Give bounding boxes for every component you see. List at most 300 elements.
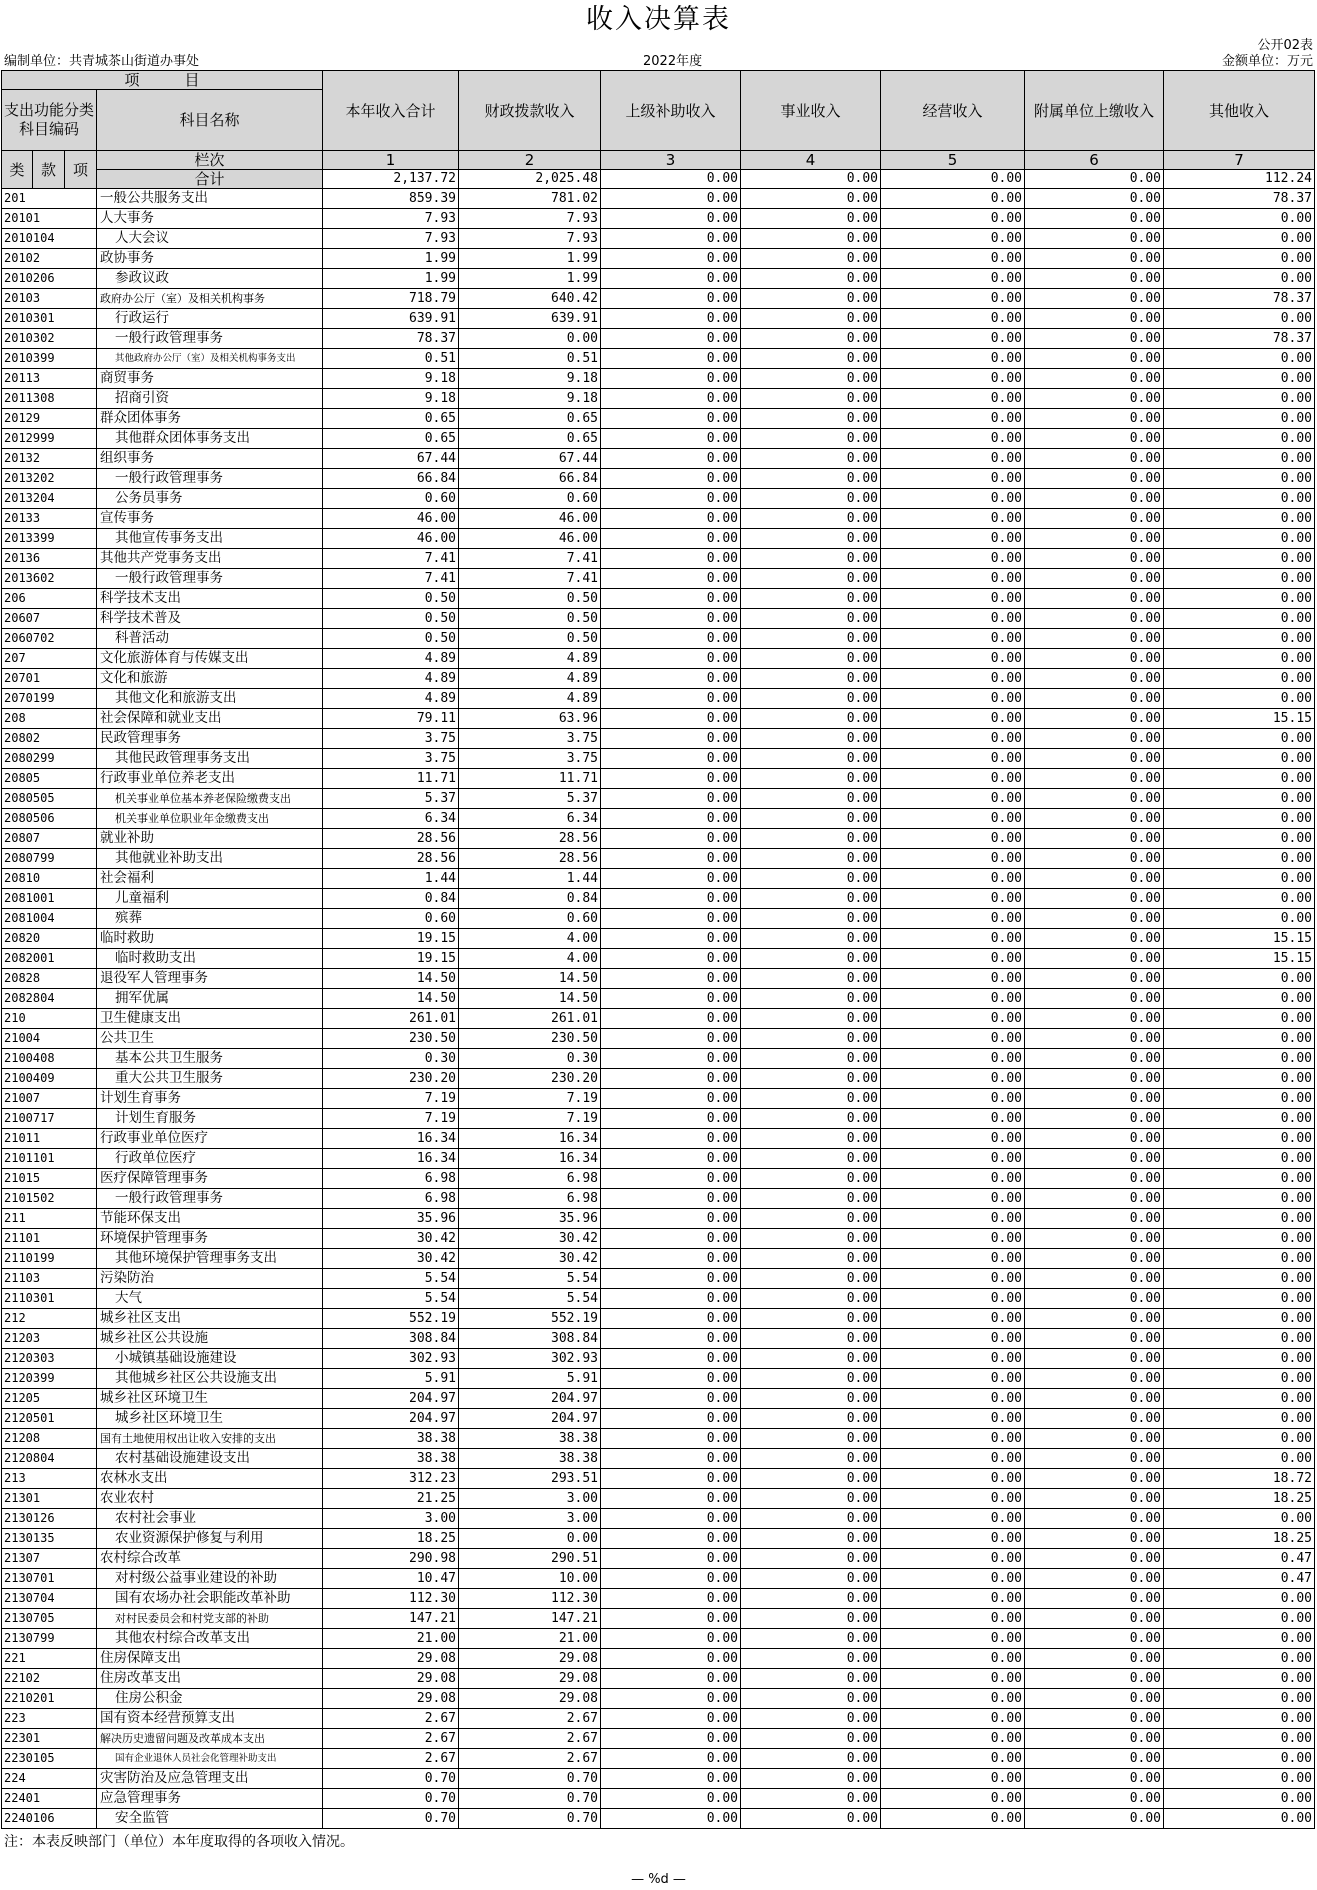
col-number: 6 (1025, 151, 1164, 170)
amount-cell: 66.84 (323, 469, 459, 489)
amount-cell: 0.00 (741, 1409, 881, 1429)
amount-cell: 0.00 (601, 1789, 741, 1809)
amount-cell: 0.00 (601, 1469, 741, 1489)
amount-unit: 金额单位：万元 (1221, 54, 1313, 69)
amount-cell: 66.84 (459, 469, 601, 489)
col-header: 财政拨款收入 (459, 71, 601, 151)
amount-cell: 0.00 (741, 609, 881, 629)
amount-cell: 21.00 (459, 1629, 601, 1649)
subject-name: 科学技术支出 (97, 589, 323, 609)
amount-cell: 0.00 (881, 1709, 1025, 1729)
amount-cell: 0.00 (1025, 1189, 1164, 1209)
col-number: 3 (601, 151, 741, 170)
amount-cell: 14.50 (323, 989, 459, 1009)
amount-cell: 30.42 (323, 1229, 459, 1249)
amount-cell: 0.00 (881, 929, 1025, 949)
subject-code: 2130135 (2, 1529, 97, 1549)
amount-cell: 0.00 (1025, 1249, 1164, 1269)
amount-cell: 0.00 (1164, 869, 1315, 889)
subject-name: 其他政府办公厅（室）及相关机构事务支出 (97, 349, 323, 369)
table-row (2, 1069, 1315, 1089)
subject-code: 22301 (2, 1729, 97, 1749)
amount-cell: 0.00 (601, 1629, 741, 1649)
table-row (2, 1709, 1315, 1729)
amount-cell: 38.38 (459, 1449, 601, 1469)
amount-cell: 0.65 (459, 429, 601, 449)
amount-cell: 204.97 (459, 1389, 601, 1409)
amount-cell: 0.00 (741, 1089, 881, 1109)
header-kuan: 款 (33, 151, 65, 189)
subject-code: 20828 (2, 969, 97, 989)
table-row (2, 1429, 1315, 1449)
table-row (2, 529, 1315, 549)
amount-cell: 0.00 (741, 269, 881, 289)
amount-cell: 0.00 (1164, 609, 1315, 629)
amount-cell: 261.01 (323, 1009, 459, 1029)
amount-cell: 0.00 (1025, 1669, 1164, 1689)
subject-code: 2100408 (2, 1049, 97, 1069)
subject-code: 2070199 (2, 689, 97, 709)
amount-cell: 0.00 (1164, 1209, 1315, 1229)
amount-cell: 7.19 (459, 1109, 601, 1129)
subject-name: 农业农村 (97, 1489, 323, 1509)
amount-cell: 0.00 (601, 1349, 741, 1369)
amount-cell: 0.00 (1164, 909, 1315, 929)
amount-cell: 0.00 (1164, 969, 1315, 989)
amount-cell: 0.00 (741, 1689, 881, 1709)
amount-cell: 0.00 (1164, 1309, 1315, 1329)
amount-cell: 0.00 (1025, 269, 1164, 289)
amount-cell: 0.00 (1025, 629, 1164, 649)
subject-name: 对村级公益事业建设的补助 (97, 1569, 323, 1589)
amount-cell: 0.00 (741, 1489, 881, 1509)
compiling-unit: 编制单位：共青城茶山街道办事处 (4, 54, 200, 69)
amount-cell: 0.00 (881, 1649, 1025, 1669)
amount-cell: 0.00 (741, 1769, 881, 1789)
amount-cell: 0.00 (1025, 549, 1164, 569)
amount-cell: 0.60 (323, 489, 459, 509)
table-row (2, 1469, 1315, 1489)
subject-name: 住房公积金 (97, 1689, 323, 1709)
col-header: 事业收入 (741, 71, 881, 151)
subject-name: 医疗保障管理事务 (97, 1169, 323, 1189)
subject-name: 一般行政管理事务 (97, 469, 323, 489)
table-row (2, 309, 1315, 329)
amount-cell: 6.98 (459, 1189, 601, 1209)
header-item: 项 目 (2, 71, 323, 90)
amount-cell: 0.00 (601, 569, 741, 589)
col-number: 5 (881, 151, 1025, 170)
amount-cell: 0.00 (881, 1289, 1025, 1309)
amount-cell: 0.00 (601, 849, 741, 869)
amount-cell: 0.00 (1025, 529, 1164, 549)
amount-cell: 0.00 (1025, 1229, 1164, 1249)
subject-code: 206 (2, 589, 97, 609)
amount-cell: 0.00 (1025, 1209, 1164, 1229)
amount-cell: 0.00 (1164, 769, 1315, 789)
amount-cell: 16.34 (459, 1149, 601, 1169)
amount-cell: 0.00 (601, 609, 741, 629)
amount-cell: 0.00 (1164, 789, 1315, 809)
amount-cell: 0.00 (1025, 1389, 1164, 1409)
subject-code: 22401 (2, 1789, 97, 1809)
table-row (2, 1049, 1315, 1069)
subject-code: 2010301 (2, 309, 97, 329)
table-row (2, 1209, 1315, 1229)
amount-cell: 7.93 (459, 229, 601, 249)
amount-cell: 5.37 (323, 789, 459, 809)
amount-cell: 3.75 (323, 729, 459, 749)
amount-cell: 0.00 (601, 949, 741, 969)
amount-cell: 2.67 (323, 1729, 459, 1749)
amount-cell: 0.00 (881, 1049, 1025, 1069)
table-row (2, 1409, 1315, 1429)
subject-name: 住房改革支出 (97, 1669, 323, 1689)
subject-code: 2080506 (2, 809, 97, 829)
amount-cell: 0.00 (1164, 1689, 1315, 1709)
amount-cell: 0.00 (881, 1429, 1025, 1449)
amount-cell: 0.00 (881, 629, 1025, 649)
table-row (2, 209, 1315, 229)
amount-cell: 0.00 (741, 289, 881, 309)
table-row (2, 1149, 1315, 1169)
amount-cell: 5.91 (459, 1369, 601, 1389)
subject-code: 20102 (2, 249, 97, 269)
subject-name: 计划生育事务 (97, 1089, 323, 1109)
table-row (2, 1569, 1315, 1589)
table-row (2, 1029, 1315, 1049)
table-row (2, 1489, 1315, 1509)
amount-cell: 0.00 (881, 1349, 1025, 1369)
amount-cell: 21.00 (323, 1629, 459, 1649)
amount-cell: 0.00 (1025, 489, 1164, 509)
subject-code: 208 (2, 709, 97, 729)
total-value: 0.00 (1025, 170, 1164, 189)
subject-code: 21203 (2, 1329, 97, 1349)
amount-cell: 0.00 (881, 249, 1025, 269)
page-marker: — %d — (631, 1872, 686, 1887)
table-row (2, 829, 1315, 849)
amount-cell: 0.00 (1164, 1349, 1315, 1369)
amount-cell: 0.00 (1164, 369, 1315, 389)
amount-cell: 0.00 (741, 669, 881, 689)
subject-code: 2110199 (2, 1249, 97, 1269)
subject-name: 国有农场办社会职能改革补助 (97, 1589, 323, 1609)
amount-cell: 0.00 (459, 1529, 601, 1549)
amount-cell: 640.42 (459, 289, 601, 309)
amount-cell: 0.00 (741, 869, 881, 889)
table-row (2, 1309, 1315, 1329)
subject-name: 对村民委员会和村党支部的补助 (97, 1609, 323, 1629)
amount-cell: 0.00 (1164, 1009, 1315, 1029)
subject-code: 21101 (2, 1229, 97, 1249)
amount-cell: 0.00 (601, 389, 741, 409)
subject-code: 211 (2, 1209, 97, 1229)
amount-cell: 0.50 (459, 629, 601, 649)
amount-cell: 0.00 (601, 1769, 741, 1789)
amount-cell: 0.00 (1025, 789, 1164, 809)
col-number: 2 (459, 151, 601, 170)
amount-cell: 0.00 (1164, 429, 1315, 449)
amount-cell: 0.00 (881, 469, 1025, 489)
subject-code: 2100409 (2, 1069, 97, 1089)
amount-cell: 0.00 (741, 1129, 881, 1149)
amount-cell: 0.00 (601, 1329, 741, 1349)
subject-code: 210 (2, 1009, 97, 1029)
subject-code: 2013202 (2, 469, 97, 489)
amount-cell: 0.00 (881, 1589, 1025, 1609)
amount-cell: 0.00 (1025, 889, 1164, 909)
amount-cell: 0.00 (601, 529, 741, 549)
col-header: 其他收入 (1164, 71, 1315, 151)
subject-name: 国有土地使用权出让收入安排的支出 (97, 1429, 323, 1449)
amount-cell: 0.00 (741, 749, 881, 769)
amount-cell: 0.00 (881, 1249, 1025, 1269)
subject-code: 223 (2, 1709, 97, 1729)
header-subject-name: 科目名称 (97, 90, 323, 151)
amount-cell: 0.00 (1164, 809, 1315, 829)
amount-cell: 28.56 (323, 849, 459, 869)
amount-cell: 0.00 (741, 849, 881, 869)
subject-code: 221 (2, 1649, 97, 1669)
amount-cell: 38.38 (323, 1429, 459, 1449)
col-header: 附属单位上缴收入 (1025, 71, 1164, 151)
amount-cell: 28.56 (459, 829, 601, 849)
amount-cell: 0.00 (601, 909, 741, 929)
amount-cell: 308.84 (323, 1329, 459, 1349)
subject-name: 社会保障和就业支出 (97, 709, 323, 729)
amount-cell: 0.00 (601, 989, 741, 1009)
amount-cell: 0.00 (601, 329, 741, 349)
amount-cell: 0.50 (323, 609, 459, 629)
table-row (2, 1549, 1315, 1569)
amount-cell: 15.15 (1164, 709, 1315, 729)
subject-code: 21011 (2, 1129, 97, 1149)
amount-cell: 0.00 (881, 489, 1025, 509)
subject-name: 行政单位医疗 (97, 1149, 323, 1169)
amount-cell: 0.00 (601, 1809, 741, 1829)
subject-name: 招商引资 (97, 389, 323, 409)
amount-cell: 0.00 (1025, 1449, 1164, 1469)
amount-cell: 0.00 (741, 1149, 881, 1169)
table-row (2, 1669, 1315, 1689)
amount-cell: 0.00 (1164, 1769, 1315, 1789)
table-row (2, 1769, 1315, 1789)
amount-cell: 5.91 (323, 1369, 459, 1389)
amount-cell: 0.00 (881, 1509, 1025, 1529)
amount-cell: 0.47 (1164, 1549, 1315, 1569)
header-lei: 类 (2, 151, 33, 189)
amount-cell: 0.00 (881, 1029, 1025, 1049)
amount-cell: 0.00 (1025, 1549, 1164, 1569)
amount-cell: 0.00 (741, 709, 881, 729)
amount-cell: 0.00 (881, 1569, 1025, 1589)
amount-cell: 0.00 (881, 1749, 1025, 1769)
amount-cell: 2.67 (323, 1709, 459, 1729)
amount-cell: 46.00 (459, 529, 601, 549)
amount-cell: 0.00 (741, 509, 881, 529)
amount-cell: 0.00 (601, 1369, 741, 1389)
table-row (2, 409, 1315, 429)
table-row (2, 1689, 1315, 1709)
subject-name: 农村基础设施建设支出 (97, 1449, 323, 1469)
amount-cell: 29.08 (459, 1649, 601, 1669)
amount-cell: 38.38 (459, 1429, 601, 1449)
amount-cell: 0.00 (881, 389, 1025, 409)
amount-cell: 0.00 (1025, 1409, 1164, 1429)
amount-cell: 0.00 (1025, 989, 1164, 1009)
amount-cell: 0.00 (1025, 369, 1164, 389)
table-row (2, 1349, 1315, 1369)
amount-cell: 0.00 (1164, 689, 1315, 709)
amount-cell: 0.00 (601, 189, 741, 209)
amount-cell: 0.00 (1025, 1709, 1164, 1729)
amount-cell: 46.00 (323, 509, 459, 529)
amount-cell: 0.00 (741, 1169, 881, 1189)
amount-cell: 0.00 (741, 809, 881, 829)
amount-cell: 0.00 (601, 1049, 741, 1069)
amount-cell: 0.00 (601, 1169, 741, 1189)
amount-cell: 6.98 (459, 1169, 601, 1189)
subject-code: 2080299 (2, 749, 97, 769)
amount-cell: 552.19 (323, 1309, 459, 1329)
amount-cell: 0.00 (1025, 669, 1164, 689)
subject-code: 20607 (2, 609, 97, 629)
amount-cell: 78.37 (1164, 189, 1315, 209)
amount-cell: 0.00 (601, 309, 741, 329)
amount-cell: 0.00 (601, 369, 741, 389)
amount-cell: 0.00 (1025, 729, 1164, 749)
amount-cell: 0.84 (323, 889, 459, 909)
amount-cell: 7.41 (459, 569, 601, 589)
amount-cell: 0.00 (601, 1229, 741, 1249)
amount-cell: 0.00 (1164, 1729, 1315, 1749)
table-row (2, 469, 1315, 489)
amount-cell: 0.00 (741, 789, 881, 809)
amount-cell: 46.00 (459, 509, 601, 529)
table-row (2, 689, 1315, 709)
amount-cell: 19.15 (323, 929, 459, 949)
amount-cell: 0.00 (1164, 1089, 1315, 1109)
amount-cell: 0.00 (881, 589, 1025, 609)
amount-cell: 0.00 (1025, 749, 1164, 769)
table-row (2, 1289, 1315, 1309)
table-row (2, 1329, 1315, 1349)
amount-cell: 6.34 (459, 809, 601, 829)
amount-cell: 0.00 (601, 1589, 741, 1609)
amount-cell: 0.00 (741, 1369, 881, 1389)
amount-cell: 0.00 (741, 389, 881, 409)
amount-cell: 0.70 (323, 1789, 459, 1809)
amount-cell: 0.00 (601, 469, 741, 489)
subject-name: 机关事业单位职业年金缴费支出 (97, 809, 323, 829)
amount-cell: 0.00 (1025, 969, 1164, 989)
subject-code: 20113 (2, 369, 97, 389)
table-row (2, 1169, 1315, 1189)
amount-cell: 1.99 (323, 269, 459, 289)
amount-cell: 0.00 (881, 1409, 1025, 1429)
subject-name: 灾害防治及应急管理支出 (97, 1769, 323, 1789)
amount-cell: 0.00 (1025, 469, 1164, 489)
amount-cell: 0.00 (881, 969, 1025, 989)
table-row (2, 269, 1315, 289)
amount-cell: 0.00 (741, 1309, 881, 1329)
table-row (2, 629, 1315, 649)
table-row (2, 909, 1315, 929)
amount-cell: 0.00 (1025, 1009, 1164, 1029)
amount-cell: 781.02 (459, 189, 601, 209)
amount-cell: 30.42 (323, 1249, 459, 1269)
amount-cell: 0.00 (601, 669, 741, 689)
subject-code: 21103 (2, 1269, 97, 1289)
amount-cell: 0.00 (1025, 1769, 1164, 1789)
subject-name: 其他环境保护管理事务支出 (97, 1249, 323, 1269)
amount-cell: 0.00 (1164, 229, 1315, 249)
amount-cell: 0.00 (1164, 1409, 1315, 1429)
table-row (2, 1809, 1315, 1829)
amount-cell: 0.60 (323, 909, 459, 929)
amount-cell: 0.00 (1164, 1149, 1315, 1169)
amount-cell: 0.00 (741, 449, 881, 469)
table-row (2, 389, 1315, 409)
subject-code: 20820 (2, 929, 97, 949)
col-header: 上级补助收入 (601, 71, 741, 151)
subject-code: 20802 (2, 729, 97, 749)
amount-cell: 0.00 (881, 229, 1025, 249)
table-row (2, 929, 1315, 949)
amount-cell: 0.00 (1164, 849, 1315, 869)
subject-code: 2101101 (2, 1149, 97, 1169)
subject-code: 2080799 (2, 849, 97, 869)
table-row (2, 1529, 1315, 1549)
amount-cell: 302.93 (323, 1349, 459, 1369)
subject-name: 其他共产党事务支出 (97, 549, 323, 569)
amount-cell: 0.00 (601, 269, 741, 289)
amount-cell: 1.44 (323, 869, 459, 889)
amount-cell: 0.00 (1025, 309, 1164, 329)
amount-cell: 0.00 (601, 1089, 741, 1109)
amount-cell: 0.00 (1164, 729, 1315, 749)
amount-cell: 0.00 (601, 549, 741, 569)
amount-cell: 0.00 (741, 589, 881, 609)
table-row (2, 1589, 1315, 1609)
amount-cell: 7.93 (323, 229, 459, 249)
subject-code: 20701 (2, 669, 97, 689)
amount-cell: 67.44 (323, 449, 459, 469)
subject-code: 2080505 (2, 789, 97, 809)
amount-cell: 0.00 (1164, 1129, 1315, 1149)
table-row (2, 1509, 1315, 1529)
amount-cell: 0.00 (741, 1469, 881, 1489)
amount-cell: 0.00 (881, 1689, 1025, 1709)
subject-code: 2082001 (2, 949, 97, 969)
table-row (2, 1729, 1315, 1749)
table-row (2, 229, 1315, 249)
amount-cell: 261.01 (459, 1009, 601, 1029)
amount-cell: 0.00 (601, 1189, 741, 1209)
amount-cell: 0.00 (1164, 1109, 1315, 1129)
amount-cell: 204.97 (323, 1389, 459, 1409)
amount-cell: 147.21 (459, 1609, 601, 1629)
amount-cell: 0.00 (1164, 209, 1315, 229)
amount-cell: 5.54 (323, 1269, 459, 1289)
subject-code: 2010302 (2, 329, 97, 349)
table-row (2, 989, 1315, 1009)
subject-code: 20136 (2, 549, 97, 569)
amount-cell: 3.75 (323, 749, 459, 769)
amount-cell: 78.37 (1164, 289, 1315, 309)
amount-cell: 0.65 (459, 409, 601, 429)
